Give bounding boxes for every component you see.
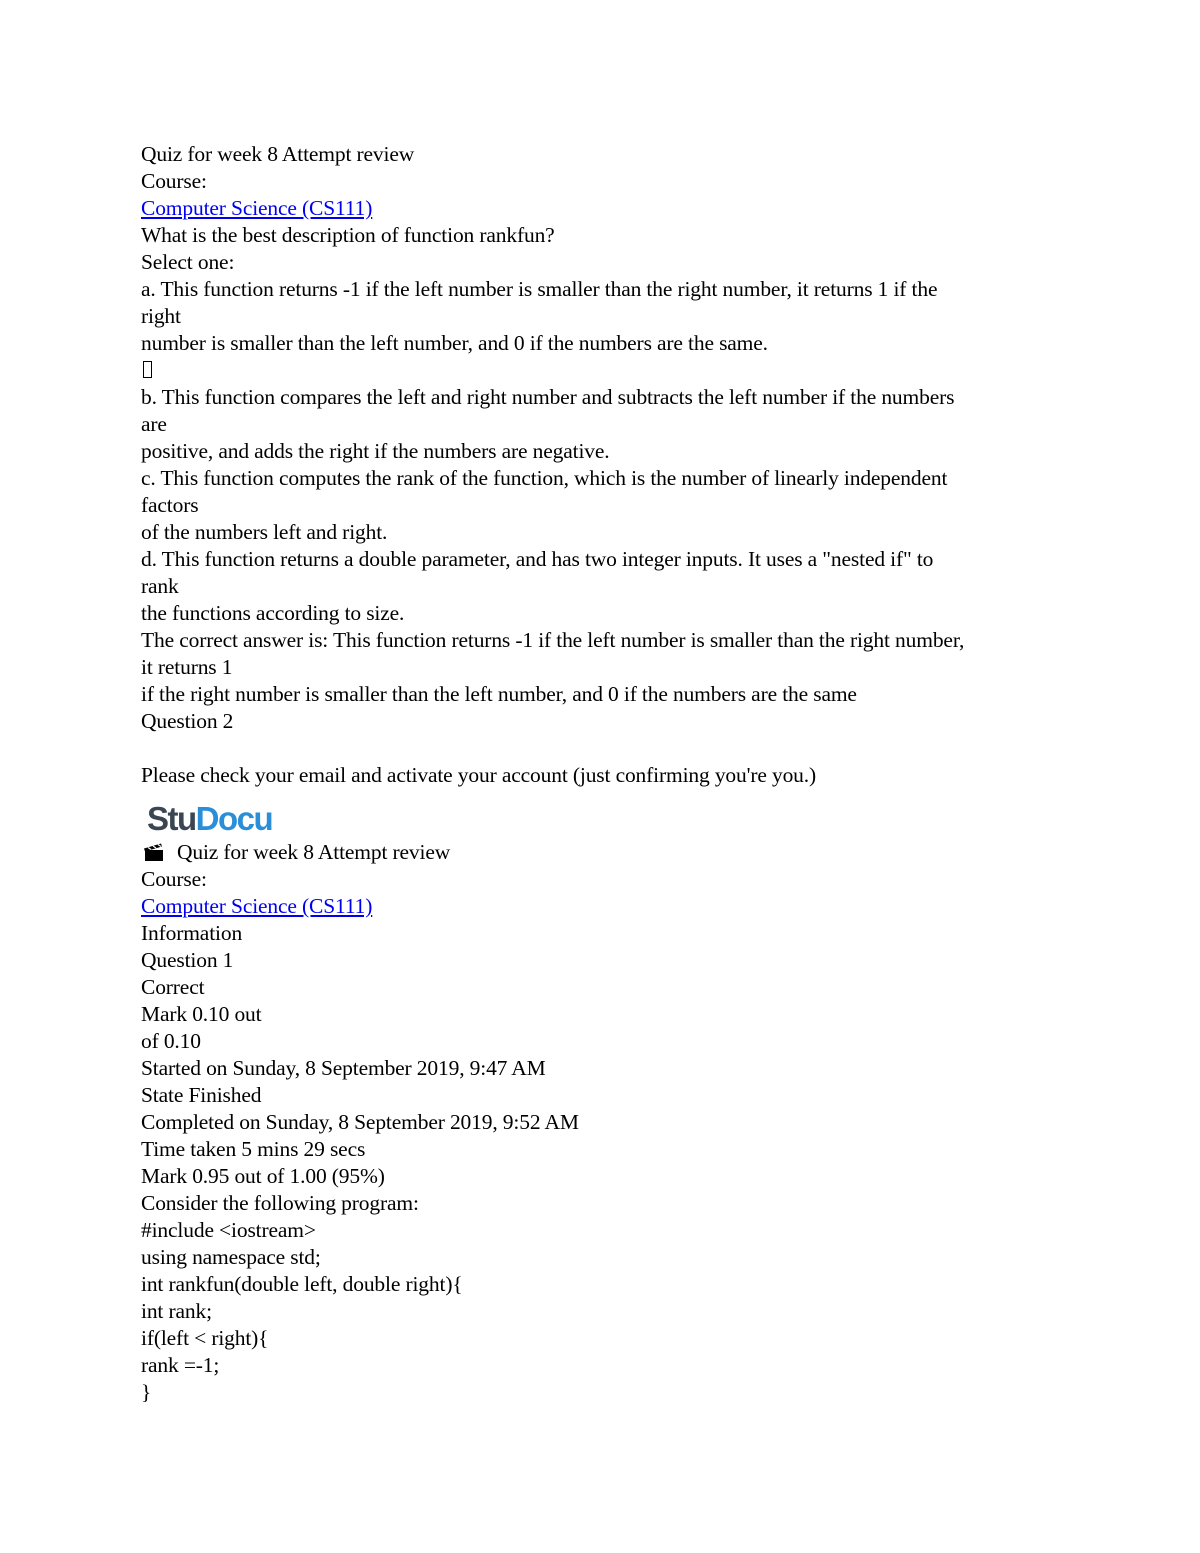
code-line: } bbox=[141, 1380, 152, 1404]
course-link[interactable]: Computer Science (CS111) bbox=[141, 196, 373, 220]
quiz-title: Quiz for week 8 Attempt review bbox=[141, 142, 415, 166]
correct-answer-line-3: if the right number is smaller than the left number, and 0 if the numbers are the same bbox=[141, 682, 857, 706]
mark-line-1: Mark 0.10 out bbox=[141, 1002, 262, 1026]
option-c-line-3: of the numbers left and right. bbox=[141, 520, 388, 544]
course-label: Course: bbox=[141, 169, 207, 193]
option-d-line-3: the functions according to size. bbox=[141, 601, 405, 625]
code-line: if(left < right){ bbox=[141, 1326, 269, 1350]
spacer bbox=[141, 735, 1071, 762]
quiz-title-2: Quiz for week 8 Attempt review bbox=[177, 840, 451, 864]
option-b-line-2: are bbox=[141, 412, 167, 436]
mark-line-2: of 0.10 bbox=[141, 1029, 201, 1053]
missing-glyph-line bbox=[141, 357, 1071, 384]
mark-total: Mark 0.95 out of 1.00 (95%) bbox=[141, 1164, 385, 1188]
course-link-2[interactable]: Computer Science (CS111) bbox=[141, 894, 373, 918]
document-page bbox=[141, 141, 1071, 1406]
select-one-label: Select one: bbox=[141, 250, 235, 274]
box-glyph-icon bbox=[143, 361, 152, 378]
clapperboard-icon bbox=[143, 842, 165, 864]
option-d-line-2: rank bbox=[141, 574, 179, 598]
question-text: What is the best description of function rankfun? bbox=[141, 223, 555, 247]
option-c-line-2: factors bbox=[141, 493, 199, 517]
logo-text-stu: Stu bbox=[147, 800, 196, 837]
course-label-2: Course: bbox=[141, 867, 207, 891]
correct-status: Correct bbox=[141, 975, 205, 999]
option-c-line-1: c. This function computes the rank of the function, which is the number of linearly independent bbox=[141, 466, 948, 490]
studocu-logo bbox=[141, 799, 1071, 839]
email-notice: Please check your email and activate your account (just confirming you're you.) bbox=[141, 763, 817, 787]
option-b-line-1: b. This function compares the left and right number and subtracts the left number if the numbers bbox=[141, 385, 955, 409]
code-line: int rankfun(double left, double right){ bbox=[141, 1272, 463, 1296]
code-line: int rank; bbox=[141, 1299, 212, 1323]
option-d-line-1: d. This function returns a double parameter, and has two integer inputs. It uses a "nested if" to bbox=[141, 547, 934, 571]
option-a-line-2: right bbox=[141, 304, 181, 328]
time-taken: Time taken 5 mins 29 secs bbox=[141, 1137, 366, 1161]
correct-answer-line-1: The correct answer is: This function returns -1 if the left number is smaller than the right number, bbox=[141, 628, 965, 652]
correct-answer-line-2: it returns 1 bbox=[141, 655, 233, 679]
started-on: Started on Sunday, 8 September 2019, 9:47 AM bbox=[141, 1056, 546, 1080]
question-1-label: Question 1 bbox=[141, 948, 234, 972]
state-finished: State Finished bbox=[141, 1083, 262, 1107]
option-a-line-1: a. This function returns -1 if the left number is smaller than the right number, it returns 1 if the bbox=[141, 277, 938, 301]
option-a-line-3: number is smaller than the left number, and 0 if the numbers are the same. bbox=[141, 331, 768, 355]
code-line: #include <iostream> bbox=[141, 1218, 316, 1242]
question-2-label: Question 2 bbox=[141, 709, 234, 733]
information-label: Information bbox=[141, 921, 243, 945]
code-line: using namespace std; bbox=[141, 1245, 321, 1269]
logo-text-docu: Docu bbox=[195, 800, 273, 837]
option-b-line-3: positive, and adds the right if the numbers are negative. bbox=[141, 439, 610, 463]
code-line: rank =-1; bbox=[141, 1353, 220, 1377]
completed-on: Completed on Sunday, 8 September 2019, 9:52 AM bbox=[141, 1110, 579, 1134]
quiz-title-2-line bbox=[141, 839, 1071, 866]
consider-program: Consider the following program: bbox=[141, 1191, 419, 1215]
